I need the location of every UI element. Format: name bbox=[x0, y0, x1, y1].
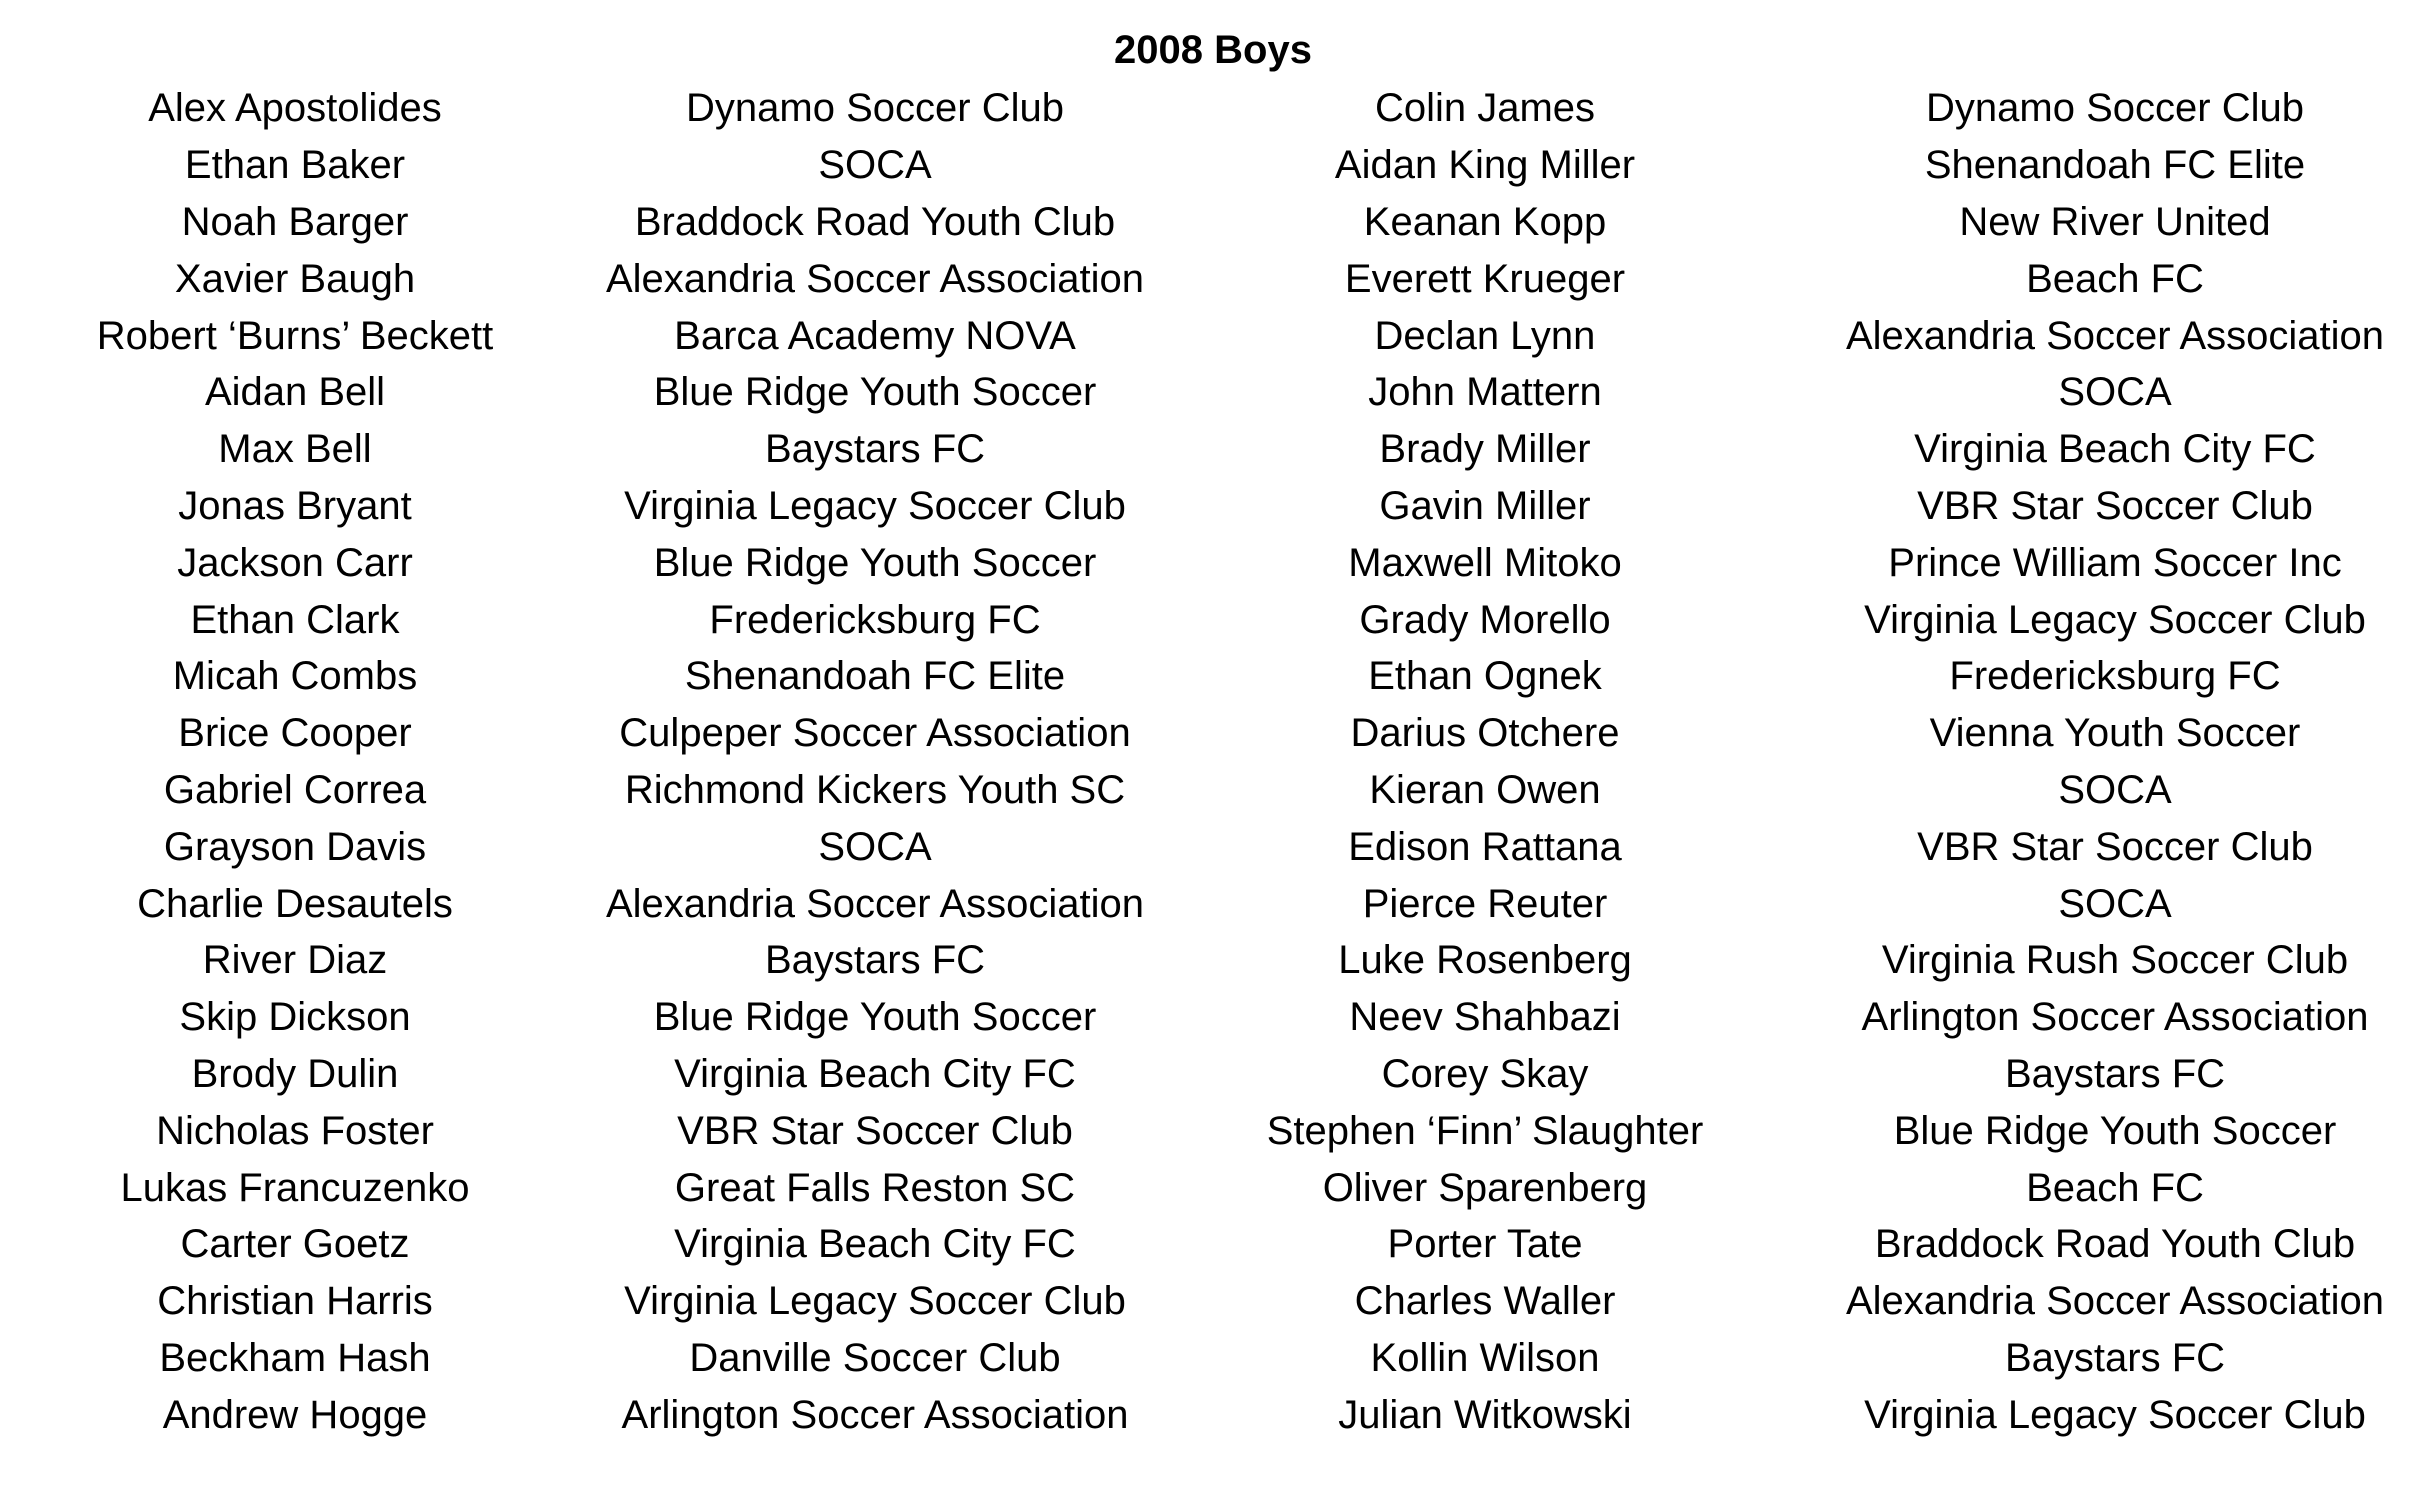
club-name-right: SOCA bbox=[2058, 370, 2172, 415]
roster-row bbox=[0, 932, 2426, 989]
player-name-right: Neev Shahbazi bbox=[1349, 995, 1621, 1040]
player-name-left: Noah Barger bbox=[181, 199, 409, 244]
club-name-left: Culpeper Soccer Association bbox=[619, 711, 1131, 756]
player-name-left: Skip Dickson bbox=[179, 995, 411, 1040]
club-name-right: Arlington Soccer Association bbox=[1861, 995, 2369, 1040]
club-name-left: Dynamo Soccer Club bbox=[686, 86, 1064, 131]
club-name-left: Blue Ridge Youth Soccer bbox=[653, 540, 1097, 585]
club-name-left: Arlington Soccer Association bbox=[621, 1392, 1129, 1437]
player-name-right: Corey Skay bbox=[1381, 1051, 1589, 1096]
club-name-right: Beach FC bbox=[2026, 1165, 2204, 1210]
player-name-left: Max Bell bbox=[218, 427, 372, 472]
club-name-left: Barca Academy NOVA bbox=[674, 313, 1076, 358]
roster-row bbox=[0, 421, 2426, 478]
club-name-right: Shenandoah FC Elite bbox=[1924, 143, 2306, 188]
club-name-right: Beach FC bbox=[2026, 256, 2204, 301]
player-name-right: Kollin Wilson bbox=[1370, 1335, 1600, 1380]
player-name-left: Grayson Davis bbox=[163, 824, 427, 869]
roster-row bbox=[0, 1273, 2426, 1330]
player-name-right: Porter Tate bbox=[1387, 1222, 1583, 1267]
player-name-right: Brady Miller bbox=[1379, 427, 1591, 472]
player-name-left: Charlie Desautels bbox=[137, 881, 453, 926]
player-name-left: Christian Harris bbox=[157, 1279, 433, 1324]
club-name-right: Baystars FC bbox=[2004, 1051, 2226, 1096]
club-name-left: Blue Ridge Youth Soccer bbox=[653, 995, 1097, 1040]
player-name-right: Luke Rosenberg bbox=[1338, 938, 1632, 983]
player-name-left: Ethan Clark bbox=[190, 597, 400, 642]
player-name-left: Beckham Hash bbox=[159, 1335, 431, 1380]
roster-row bbox=[0, 875, 2426, 932]
club-name-left: Blue Ridge Youth Soccer bbox=[653, 370, 1097, 415]
roster-row bbox=[0, 1386, 2426, 1443]
player-name-left: Jackson Carr bbox=[177, 540, 413, 585]
roster-row bbox=[0, 1216, 2426, 1273]
club-name-right: Alexandria Soccer Association bbox=[1845, 1279, 2385, 1324]
roster-row bbox=[0, 648, 2426, 705]
player-name-right: Charles Waller bbox=[1354, 1279, 1616, 1324]
club-name-right: Virginia Legacy Soccer Club bbox=[1864, 597, 2366, 642]
club-name-right: VBR Star Soccer Club bbox=[1917, 483, 2313, 528]
club-name-right: SOCA bbox=[2058, 881, 2172, 926]
club-name-left: Virginia Legacy Soccer Club bbox=[624, 1279, 1126, 1324]
page-title: 2008 Boys bbox=[1114, 28, 1312, 72]
player-name-right: Aidan King Miller bbox=[1334, 143, 1636, 188]
club-name-right: Dynamo Soccer Club bbox=[1926, 86, 2304, 131]
club-name-left: Baystars FC bbox=[764, 938, 986, 983]
club-name-right: Baystars FC bbox=[2004, 1335, 2226, 1380]
player-name-left: Jonas Bryant bbox=[178, 483, 412, 528]
player-name-left: Alex Apostolides bbox=[148, 86, 442, 131]
player-name-left: Brice Cooper bbox=[178, 711, 412, 756]
player-name-right: Gavin Miller bbox=[1379, 483, 1591, 528]
player-name-left: Ethan Baker bbox=[184, 143, 406, 188]
player-name-left: Gabriel Correa bbox=[163, 767, 427, 812]
club-name-left: Danville Soccer Club bbox=[689, 1335, 1061, 1380]
player-name-left: Micah Combs bbox=[172, 654, 418, 699]
player-name-right: Edison Rattana bbox=[1348, 824, 1622, 869]
player-name-right: Declan Lynn bbox=[1374, 313, 1596, 358]
player-name-left: Andrew Hogge bbox=[162, 1392, 428, 1437]
club-name-right: Fredericksburg FC bbox=[1949, 654, 2281, 699]
roster-row bbox=[0, 307, 2426, 364]
roster-row bbox=[0, 80, 2426, 137]
club-name-right: Braddock Road Youth Club bbox=[1874, 1222, 2356, 1267]
club-name-left: Braddock Road Youth Club bbox=[634, 199, 1116, 244]
player-name-right: Darius Otchere bbox=[1350, 711, 1620, 756]
club-name-right: Prince William Soccer Inc bbox=[1888, 540, 2342, 585]
club-name-right: Virginia Rush Soccer Club bbox=[1881, 938, 2349, 983]
roster-row bbox=[0, 762, 2426, 819]
player-name-right: Julian Witkowski bbox=[1338, 1392, 1632, 1437]
player-name-left: Brody Dulin bbox=[191, 1051, 399, 1096]
roster-row bbox=[0, 989, 2426, 1046]
player-name-left: Carter Goetz bbox=[180, 1222, 410, 1267]
roster-row bbox=[0, 591, 2426, 648]
roster-row bbox=[0, 534, 2426, 591]
roster-row bbox=[0, 250, 2426, 307]
roster-row bbox=[0, 1102, 2426, 1159]
player-name-left: Nicholas Foster bbox=[156, 1108, 434, 1153]
roster-row bbox=[0, 137, 2426, 194]
club-name-left: Alexandria Soccer Association bbox=[605, 256, 1145, 301]
club-name-left: Shenandoah FC Elite bbox=[684, 654, 1066, 699]
player-name-right: Ethan Ognek bbox=[1368, 654, 1602, 699]
club-name-right: Vienna Youth Soccer bbox=[1929, 711, 2301, 756]
player-name-right: Oliver Sparenberg bbox=[1322, 1165, 1648, 1210]
player-name-left: River Diaz bbox=[202, 938, 388, 983]
player-name-right: John Mattern bbox=[1368, 370, 1602, 415]
club-name-left: Great Falls Reston SC bbox=[674, 1165, 1076, 1210]
player-name-left: Xavier Baugh bbox=[174, 256, 416, 301]
club-name-right: VBR Star Soccer Club bbox=[1917, 824, 2313, 869]
club-name-left: Fredericksburg FC bbox=[709, 597, 1041, 642]
player-name-left: Robert ‘Burns’ Beckett bbox=[96, 313, 494, 358]
club-name-right: Alexandria Soccer Association bbox=[1845, 313, 2385, 358]
roster-row bbox=[0, 1330, 2426, 1387]
club-name-left: Baystars FC bbox=[764, 427, 986, 472]
roster-row bbox=[0, 1159, 2426, 1216]
player-name-right: Everett Krueger bbox=[1344, 256, 1626, 301]
club-name-left: VBR Star Soccer Club bbox=[677, 1108, 1073, 1153]
player-name-right: Grady Morello bbox=[1359, 597, 1611, 642]
player-name-right: Colin James bbox=[1374, 86, 1596, 131]
roster-table bbox=[0, 80, 2426, 1443]
player-name-right: Kieran Owen bbox=[1369, 767, 1601, 812]
club-name-right: Blue Ridge Youth Soccer bbox=[1893, 1108, 2337, 1153]
club-name-right: Virginia Legacy Soccer Club bbox=[1864, 1392, 2366, 1437]
roster-row bbox=[0, 1046, 2426, 1103]
roster-row bbox=[0, 194, 2426, 251]
player-name-right: Pierce Reuter bbox=[1362, 881, 1608, 926]
roster-row bbox=[0, 478, 2426, 535]
club-name-right: New River United bbox=[1959, 199, 2271, 244]
club-name-left: Virginia Legacy Soccer Club bbox=[624, 483, 1126, 528]
player-name-left: Lukas Francuzenko bbox=[120, 1165, 470, 1210]
player-name-right: Maxwell Mitoko bbox=[1348, 540, 1622, 585]
club-name-right: Virginia Beach City FC bbox=[1914, 427, 2316, 472]
player-name-left: Aidan Bell bbox=[204, 370, 386, 415]
roster-row bbox=[0, 705, 2426, 762]
club-name-left: SOCA bbox=[818, 824, 932, 869]
club-name-left: SOCA bbox=[818, 143, 932, 188]
club-name-right: SOCA bbox=[2058, 767, 2172, 812]
club-name-left: Virginia Beach City FC bbox=[674, 1051, 1076, 1096]
roster-row bbox=[0, 364, 2426, 421]
roster-row bbox=[0, 818, 2426, 875]
club-name-left: Virginia Beach City FC bbox=[674, 1222, 1076, 1267]
club-name-left: Alexandria Soccer Association bbox=[605, 881, 1145, 926]
player-name-right: Stephen ‘Finn’ Slaughter bbox=[1266, 1108, 1704, 1153]
club-name-left: Richmond Kickers Youth SC bbox=[624, 767, 1126, 812]
player-name-right: Keanan Kopp bbox=[1363, 199, 1607, 244]
